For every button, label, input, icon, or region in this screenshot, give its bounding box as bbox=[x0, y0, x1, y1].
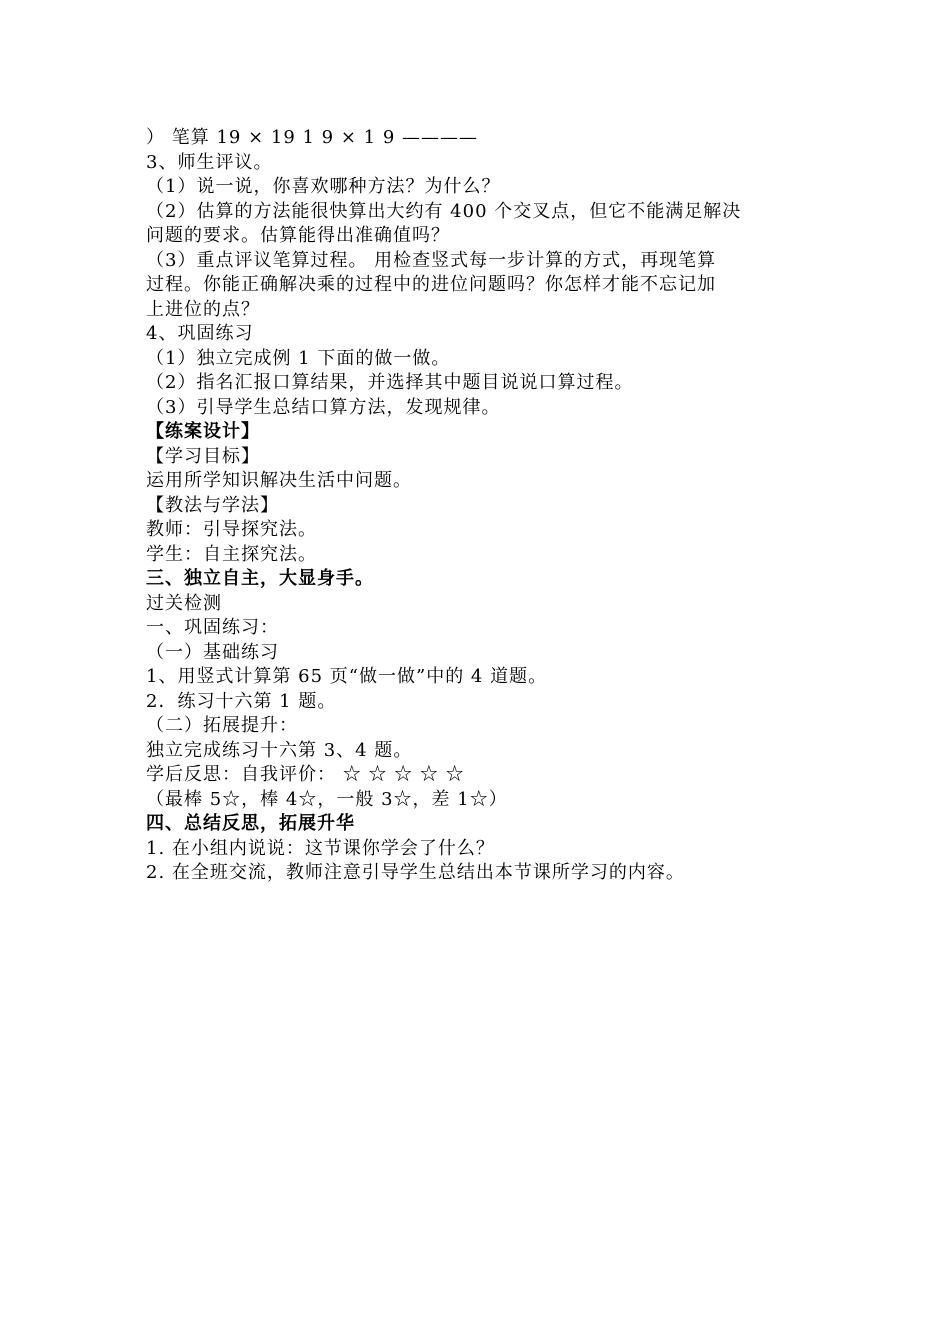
text-line: 问题的要求。估算能得出准确值吗？ bbox=[146, 225, 450, 246]
section-heading: 3、师生评议。 bbox=[146, 151, 273, 173]
text-line: 1、用竖式计算第 65 页“做一做”中的 4 道题。 bbox=[146, 666, 548, 687]
text-line: ） 笔算 19 × 19 1 9 × 1 9 ———— bbox=[146, 127, 478, 148]
text-line: 上进位的点？ bbox=[146, 298, 260, 320]
text-line: （2）指名汇报口算结果，并选择其中题目说说口算过程。 bbox=[146, 372, 634, 393]
bold-heading: 【练案设计】 bbox=[146, 421, 260, 442]
text-line: 一、巩固练习： bbox=[146, 617, 279, 638]
text-line: 2. 在全班交流，教师注意引导学生总结出本节课所学习的内容。 bbox=[146, 862, 685, 883]
self-evaluation-stars: 学后反思：自我评价： ☆ ☆ ☆ ☆ ☆ bbox=[146, 764, 465, 785]
text-line: 过关检测 bbox=[146, 592, 222, 614]
text-line: （最棒 5☆，棒 4☆，一般 3☆，差 1☆） bbox=[146, 788, 508, 810]
text-line: 独立完成练习十六第 3、4 题。 bbox=[146, 739, 413, 761]
text-line: （二）拓展提升： bbox=[146, 715, 298, 736]
section-heading: 4、巩固练习 bbox=[146, 323, 254, 344]
text-line: （一）基础练习 bbox=[146, 641, 279, 663]
document-page bbox=[146, 126, 814, 886]
text-line: （1）独立完成例 1 下面的做一做。 bbox=[146, 347, 451, 369]
bold-heading: 四、总结反思，拓展升华 bbox=[146, 813, 355, 834]
text-line: （1）说一说，你喜欢哪种方法？为什么？ bbox=[146, 176, 501, 197]
text-line: 1. 在小组内说说：这节课你学会了什么？ bbox=[146, 837, 495, 859]
text-line: 运用所学知识解决生活中问题。 bbox=[146, 470, 412, 491]
bold-heading: 三、独立自主，大显身手。 bbox=[146, 568, 374, 589]
text-line: 2．练习十六第 1 题。 bbox=[146, 690, 337, 712]
text-line: 过程。你能正确解决乘的过程中的进位问题吗？你怎样才能不忘记加 bbox=[146, 274, 716, 295]
bracket-heading: 【学习目标】 bbox=[146, 445, 260, 467]
text-line: （3）引导学生总结口算方法，发现规律。 bbox=[146, 396, 501, 418]
bracket-heading: 【教法与学法】 bbox=[146, 494, 279, 516]
text-line: （2）估算的方法能很快算出大约有 400 个交叉点，但它不能满足解决 bbox=[146, 200, 742, 222]
text-line: 学生：自主探究法。 bbox=[146, 543, 317, 565]
text-line: 教师：引导探究法。 bbox=[146, 519, 317, 540]
text-line: （3）重点评议笔算过程。 用检查竖式每一步计算的方式，再现笔算 bbox=[146, 249, 717, 271]
